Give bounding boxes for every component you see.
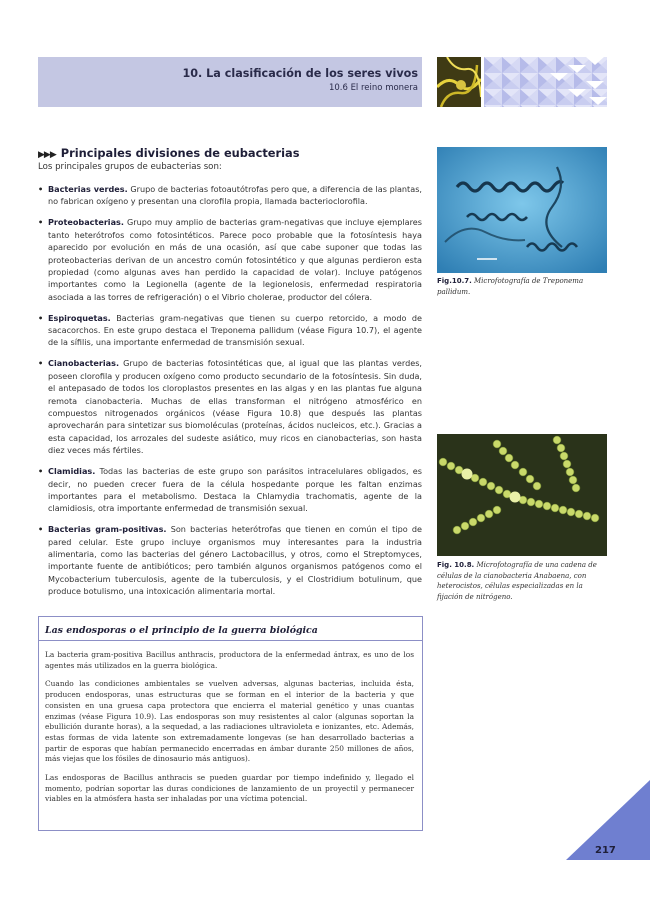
chapter-subtitle: 10.6 El reino monera [328, 83, 418, 93]
list-item-text: Grupo de bacterias fotoautótrofas pero que, a diferencia de las plantas, no fabrican oxígeno y presentan una clorofila propia, llamada bacterioclorofila. [48, 184, 422, 207]
page-number: 217 [595, 845, 616, 856]
list-item-term: Proteobacterias. [48, 217, 124, 228]
figure-label: Fig. 10.8. [437, 561, 475, 569]
arrow-bullets-icon: ▶▶▶ [38, 150, 56, 160]
list-item-text: Son bacterias heterótrofas que tienen en común el tipo de pared celular. Este grupo incluye organismos muy interesantes para la industria alimentaria, como las bacterias del género Lactobacillus, y otros, como el Streptomyces, importante fuente de antibióticos; pero también algunos organismos patógenos como el Mycobacterium tuberculosis, agente de la tuberculosis, y el Clostridium botulinum, que produce botulismo, una intoxicación alimentaria mortal. [48, 524, 422, 597]
list-item-term: Espiroquetas. [48, 312, 111, 323]
section-title-text: Principales divisiones de eubacterias [60, 146, 300, 160]
box-paragraph: Cuando las condiciones ambientales se vuelven adversas, algunas bacterias, incluida ésta, producen endosporas, unas estructuras que se forman en el interior de la bacteria y que consisten en una gruesa capa protectora que encierra el material genético y unas cuantas enzimas (véase Figura 10.9). Las endosporas son muy resistentes al calor (algunas soportan la ebullición durante horas), a la sequedad, a las radiaciones ultravioleta e ionizantes, etc. Además, estas formas de vida latente son extremadamente longevas (se han desarrollado bacterias a partir de esporas que habían permanecido encerradas en ámbar durante 250 millones de años, más viejas que los fósiles de dinosaurio más antiguos). [45, 679, 414, 764]
box-title: Las endosporas o el principio de la guerra biológica [45, 625, 318, 636]
list-item-term: Cianobacterias. [48, 358, 120, 369]
figure-caption-text: Microfotografía de Treponema pallidum. [437, 277, 584, 296]
chapter-title: 10. La clasificación de los seres vivos [182, 67, 418, 80]
list-item-text: Bacterias gram-negativas que tienen su cuerpo retorcido, a modo de sacacorchos. En este grupo destaca el Treponema pallidum (véase Figura 10.7), el agente de la sífilis, una importante enfermedad de transmisión sexual. [48, 312, 422, 348]
figure-label: Fig.10.7. [437, 277, 472, 285]
list-item-text: Grupo de bacterias fotosintéticas que, al igual que las plantas verdes, poseen clorofila y producen oxígeno como producto secundario de la fotosíntesis. Sin duda, el antepasado de todos los cloroplastos presentes en las algas y en las plantas fue alguna remota cianobacteria. Muchas de ellas transforman el nitrógeno atmosférico en compuestos nitrogenados orgánicos (véase Figura 10.8) que después las plantas aprovecharán para sintetizar sus biomoléculas (proteínas, ácidos nucleicos, etc.). Gracias a esta capacidad, los arrozales del sudeste asiático, muy ricos en cianobacterias, son hasta diez veces más fértiles. [48, 358, 422, 456]
list-item-term: Clamidias. [48, 466, 96, 477]
list-item-text: Todas las bacterias de este grupo son parásitos intracelulares obligados, es decir, no pueden crecer fuera de la célula hospedante porque les faltan enzimas importantes para el metabolismo. Destaca la Chlamydia trachomatis, agente de la clamidiosis, otra importante enfermedad de transmisión sexual. [48, 466, 422, 514]
box-paragraph: Las endosporas de Bacillus anthracis se pueden guardar por tiempo indefinido y, llegado el momento, podrían soportar las duras condiciones de lanzamiento de un proyectil y permanecer viables en la atmósfera hasta ser inhaladas por una víctima potencial. [45, 773, 414, 804]
list-item-term: Bacterias gram-positivas. [48, 524, 167, 535]
box-paragraph: La bacteria gram-positiva Bacillus anthracis, productora de la enfermedad ántrax, es uno de los agentes más utilizados en la guerra biológica. [45, 650, 414, 670]
figure-caption-text: Microfotografía de una cadena de células de la cianobacteria Anabaena, con heterocistos, células especializadas en la fijación de nitrógeno. [437, 561, 597, 601]
list-item-term: Bacterias verdes. [48, 184, 128, 194]
list-item-text: Grupo muy amplio de bacterias gram-negativas que incluye ejemplares tanto heterótrofos como fotosintéticos. Parece poco probable que la fotosíntesis haya aparecido por evolución en más de una ocasión, así que cabe suponer que todas las proteobacterias derivan de un ancestro común fotosintético y que algunas perdieron esta propiedad (como algunas aves han perdido la capacidad de volar). Incluye patógenos importantes como la Legionella (agente de la legionelosis, enfermedad respiratoria asociada a las torres de refrigeración) o el Vibrio cholerae, productor del cólera. [48, 217, 422, 302]
section-intro: Los principales grupos de eubacterias son: [38, 162, 222, 172]
